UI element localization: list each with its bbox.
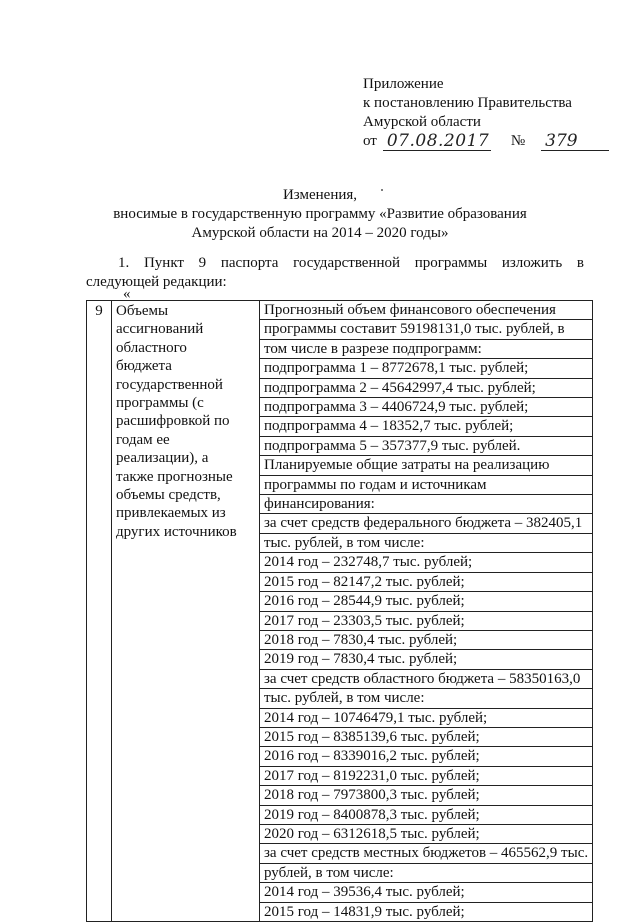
value-line: Планируемые общие затраты на реализацию [260, 456, 592, 475]
header-line-2: к постановлению Правительства [363, 95, 572, 111]
value-line: Прогнозный объем финансового обеспечения [260, 301, 592, 320]
instruction-paragraph [86, 254, 584, 292]
label-line: областного [116, 339, 187, 356]
header-line-1: Приложение [363, 76, 444, 92]
value-line: тыс. рублей, в том числе: [260, 689, 592, 708]
value-line: том числе в разрезе подпрограмм: [260, 340, 592, 359]
label-line: объемы средств, [116, 487, 221, 504]
header-line-3: Амурской области [363, 114, 481, 130]
value-line: 2015 год – 82147,2 тыс. рублей; [260, 573, 592, 592]
value-line: подпрограмма 5 – 357377,9 тыс. рублей. [260, 437, 592, 456]
value-line: подпрограмма 3 – 4406724,9 тыс. рублей; [260, 398, 592, 417]
value-line: 2017 год – 8192231,0 тыс. рублей; [260, 767, 592, 786]
value-line: 2015 год – 14831,9 тыс. рублей; [264, 903, 465, 920]
value-line: тыс. рублей, в том числе: [260, 534, 592, 553]
value-line: 2014 год – 39536,4 тыс. рублей; [260, 883, 592, 902]
row-value-cell [260, 301, 593, 922]
label-line: годам ее [116, 431, 170, 448]
document-title [0, 186, 640, 243]
paragraph-line-1: 1. Пункт 9 паспорта государственной программы изложить в [118, 255, 584, 271]
table-row [87, 301, 593, 922]
value-line: 2014 год – 10746479,1 тыс. рублей; [260, 709, 592, 728]
value-line: 2018 год – 7830,4 тыс. рублей; [260, 631, 592, 650]
row-label-cell [112, 301, 260, 922]
passport-table [86, 300, 593, 922]
value-line: 2019 год – 8400878,3 тыс. рублей; [260, 806, 592, 825]
value-line: за счет средств областного бюджета – 58350163,0 [260, 670, 592, 689]
value-line: подпрограмма 2 – 45642997,4 тыс. рублей; [260, 379, 592, 398]
value-line: 2019 год – 7830,4 тыс. рублей; [260, 650, 592, 669]
row-number-cell: 9 [87, 301, 112, 922]
value-line: программы по годам и источникам [260, 476, 592, 495]
label-line: других источников [116, 523, 237, 540]
value-line: подпрограмма 1 – 8772678,1 тыс. рублей; [260, 359, 592, 378]
label-line: бюджета [116, 358, 172, 375]
value-line: рублей, в том числе: [260, 864, 592, 883]
label-line: государственной [116, 376, 223, 393]
value-line: 2016 год – 8339016,2 тыс. рублей; [260, 747, 592, 766]
value-line: 2018 год – 7973800,3 тыс. рублей; [260, 786, 592, 805]
value-line: 2017 год – 23303,5 тыс. рублей; [260, 612, 592, 631]
label-line: привлекаемых из [116, 505, 226, 522]
value-line: программы составит 59198131,0 тыс. рублей, в [260, 320, 592, 339]
title-line-3: Амурской области на 2014 – 2020 годы» [191, 225, 449, 241]
value-line: за счет средств федерального бюджета – 382405,1 [260, 514, 592, 533]
paragraph-line-2: следующей редакции: [86, 274, 227, 290]
label-line: расшифровкой по [116, 413, 230, 430]
handwritten-date: 07.08.2017 [383, 132, 491, 151]
title-line-1: Изменения, [282, 187, 358, 203]
label-line: реализации), а [116, 450, 209, 467]
value-line: за счет средств местных бюджетов – 465562,9 тыс. [260, 844, 592, 863]
value-line: финансирования: [260, 495, 592, 514]
label-line: программы (с [116, 395, 204, 412]
number-label: № [510, 133, 526, 149]
value-line: 2020 год – 6312618,5 тыс. рублей; [260, 825, 592, 844]
label-line: также прогнозные [116, 468, 233, 485]
value-line: 2015 год – 8385139,6 тыс. рублей; [260, 728, 592, 747]
date-number-line [363, 132, 609, 151]
value-line: 2014 год – 232748,7 тыс. рублей; [260, 553, 592, 572]
approval-header [363, 75, 609, 151]
value-line: 2016 год – 28544,9 тыс. рублей; [260, 592, 592, 611]
title-line-2: вносимые в государственную программу «Развитие образования [113, 206, 527, 222]
open-quote: « [123, 286, 131, 302]
ot-label: от [363, 133, 377, 149]
label-line: Объемы [116, 303, 169, 319]
handwritten-number: 379 [541, 132, 609, 151]
value-line: подпрограмма 4 – 18352,7 тыс. рублей; [260, 417, 592, 436]
label-line: ассигнований [116, 321, 204, 338]
